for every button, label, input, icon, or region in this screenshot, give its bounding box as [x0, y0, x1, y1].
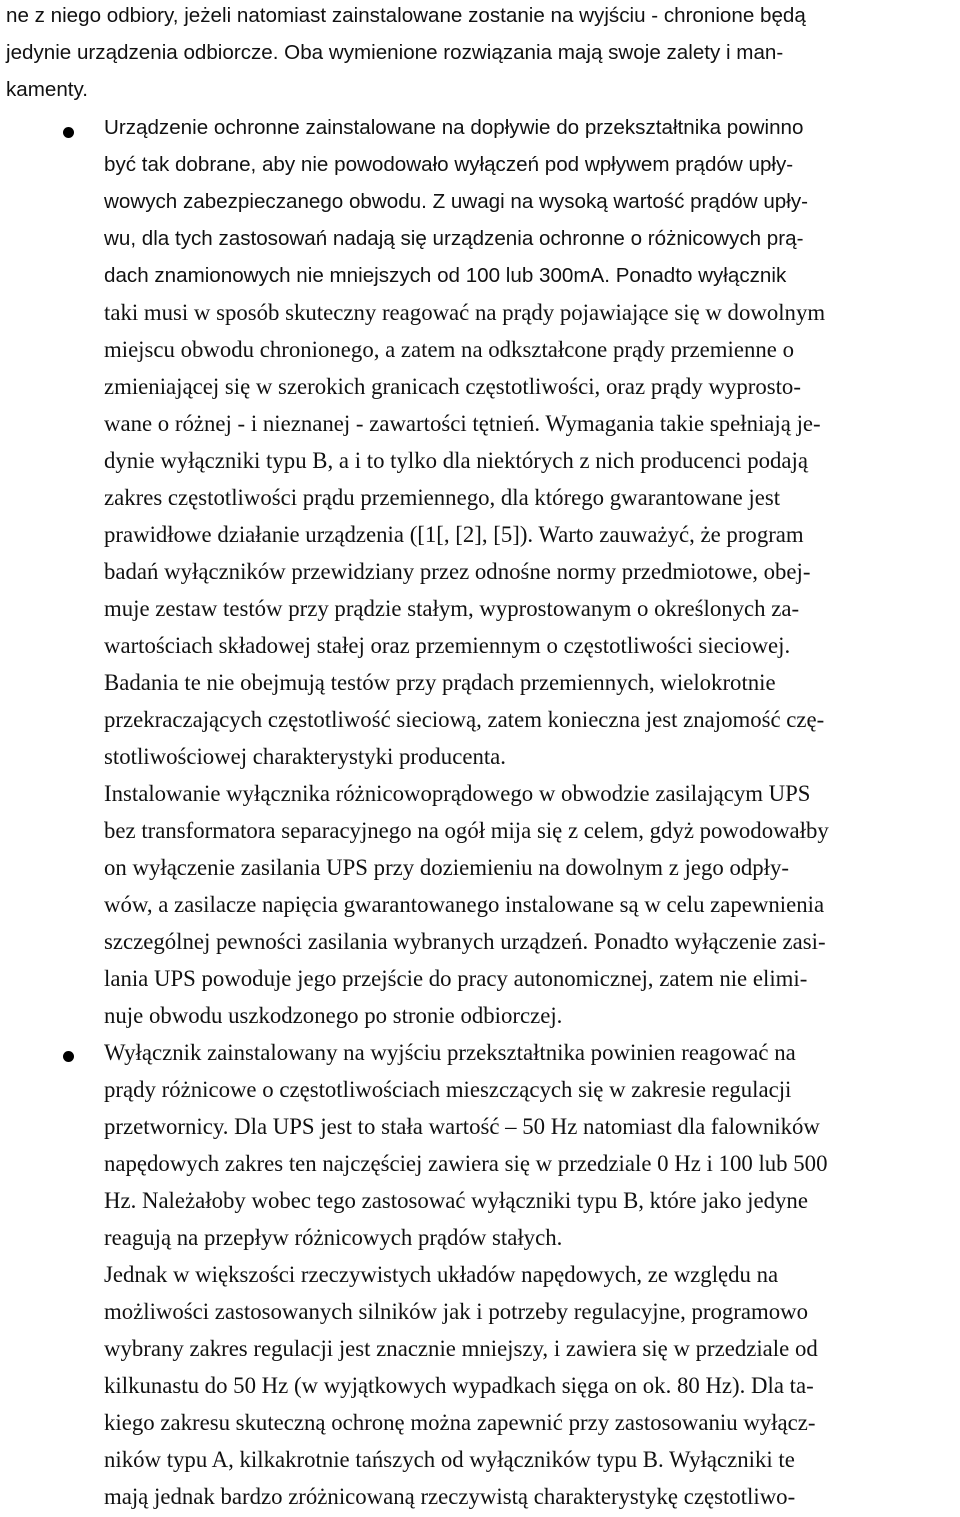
text-line: Hz. Należałoby wobec tego zastosować wyłączniki typu B, które jako jedyne: [104, 1188, 808, 1213]
text-line: wu, dla tych zastosowań nadają się urządzenia ochronne o różnicowych prą-: [104, 227, 804, 250]
text-line: lania UPS powoduje jego przejście do pracy autonomicznej, zatem nie elimi-: [104, 966, 808, 991]
text-line: napędowych zakres ten najczęściej zawiera się w przedziale 0 Hz i 100 lub 500: [104, 1151, 828, 1176]
text-line: przekraczających częstotliwość sieciową, zatem konieczna jest znajomość czę-: [104, 707, 825, 732]
text-line: prądy różnicowe o częstotliwościach mieszczących się w zakresie regulacji: [104, 1077, 792, 1102]
text-line: mają jednak bardzo zróżnicowaną rzeczywistą charakterystykę częstotliwo-: [104, 1484, 796, 1509]
text-line: Wyłącznik zainstalowany na wyjściu przekształtnika powinien reagować na: [104, 1040, 796, 1065]
text-line: wartościach składowej stałej oraz przemiennym o częstotliwości sieciowej.: [104, 633, 791, 658]
text-line: reagują na przepływ różnicowych prądów stałych.: [104, 1225, 563, 1250]
bullet-2-icon: [63, 1051, 74, 1062]
text-line: muje zestaw testów przy prądzie stałym, wyprostowanym o określonych za-: [104, 596, 800, 621]
text-line: Instalowanie wyłącznika różnicowoprądowego w obwodzie zasilającym UPS: [104, 781, 811, 806]
text-line: Urządzenie ochronne zainstalowane na dopływie do przekształtnika powinno: [104, 116, 804, 139]
text-line: bez transformatora separacyjnego na ogół mija się z celem, gdyż powodowałby: [104, 818, 829, 843]
text-line: stotliwościowej charakterystyki producenta.: [104, 744, 506, 769]
text-line: kiego zakresu skuteczną ochronę można zapewnić przy zastosowaniu wyłącz-: [104, 1410, 816, 1435]
text-line: Jednak w większości rzeczywistych układów napędowych, ze względu na: [104, 1262, 779, 1287]
text-line: być tak dobrane, aby nie powodowało wyłączeń pod wpływem prądów upły-: [104, 153, 794, 176]
text-line: prawidłowe działanie urządzenia ([1[, [2], [5]). Warto zauważyć, że program: [104, 522, 804, 547]
text-line: możliwości zastosowanych silników jak i potrzeby regulacyjne, programowo: [104, 1299, 808, 1324]
text-line: wybrany zakres regulacji jest znacznie mniejszy, i zawiera się w przedziale od: [104, 1336, 818, 1361]
text-line: dach znamionowych nie mniejszych od 100 lub 300mA. Ponadto wyłącznik: [104, 264, 787, 287]
text-line: miejscu obwodu chronionego, a zatem na odkształcone prądy przemienne o: [104, 337, 794, 362]
text-line: ników typu A, kilkakrotnie tańszych od wyłączników typu B. Wyłączniki te: [104, 1447, 795, 1472]
text-line: zakres częstotliwości prądu przemiennego, dla którego gwarantowane jest: [104, 485, 781, 510]
text-line: badań wyłączników przewidziany przez odnośne normy przedmiotowe, obej-: [104, 559, 811, 584]
text-line: przetwornicy. Dla UPS jest to stała wartość – 50 Hz natomiast dla falowników: [104, 1114, 820, 1139]
text-line: kamenty.: [6, 78, 89, 101]
text-line: nuje obwodu uszkodzonego po stronie odbiorczej.: [104, 1003, 563, 1028]
text-line: taki musi w sposób skuteczny reagować na prądy pojawiające się w dowolnym: [104, 300, 826, 325]
text-line: kilkunastu do 50 Hz (w wyjątkowych wypadkach sięga on ok. 80 Hz). Dla ta-: [104, 1373, 814, 1398]
text-line: on wyłączenie zasilania UPS przy doziemieniu na dowolnym z jego odpły-: [104, 855, 789, 880]
text-line: wów, a zasilacze napięcia gwarantowanego instalowane są w celu zapewnienia: [104, 892, 825, 917]
text-line: dynie wyłączniki typu B, a i to tylko dla niektórych z nich producenci podają: [104, 448, 808, 473]
bullet-1-icon: [63, 127, 74, 138]
text-line: wowych zabezpieczanego obwodu. Z uwagi na wysoką wartość prądów upły-: [104, 190, 808, 213]
text-line: wane o różnej - i nieznanej - zawartości tętnień. Wymagania takie spełniają je-: [104, 411, 821, 436]
text-line: jedynie urządzenia odbiorcze. Oba wymienione rozwiązania mają swoje zalety i man-: [6, 41, 784, 64]
text-line: zmieniającej się w szerokich granicach częstotliwości, oraz prądy wyprosto-: [104, 374, 801, 399]
text-line: szczególnej pewności zasilania wybranych urządzeń. Ponadto wyłączenie zasi-: [104, 929, 826, 954]
text-line: Badania te nie obejmują testów przy prądach przemiennych, wielokrotnie: [104, 670, 776, 695]
text-line: ne z niego odbiory, jeżeli natomiast zainstalowane zostanie na wyjściu - chronione będą: [6, 4, 806, 27]
